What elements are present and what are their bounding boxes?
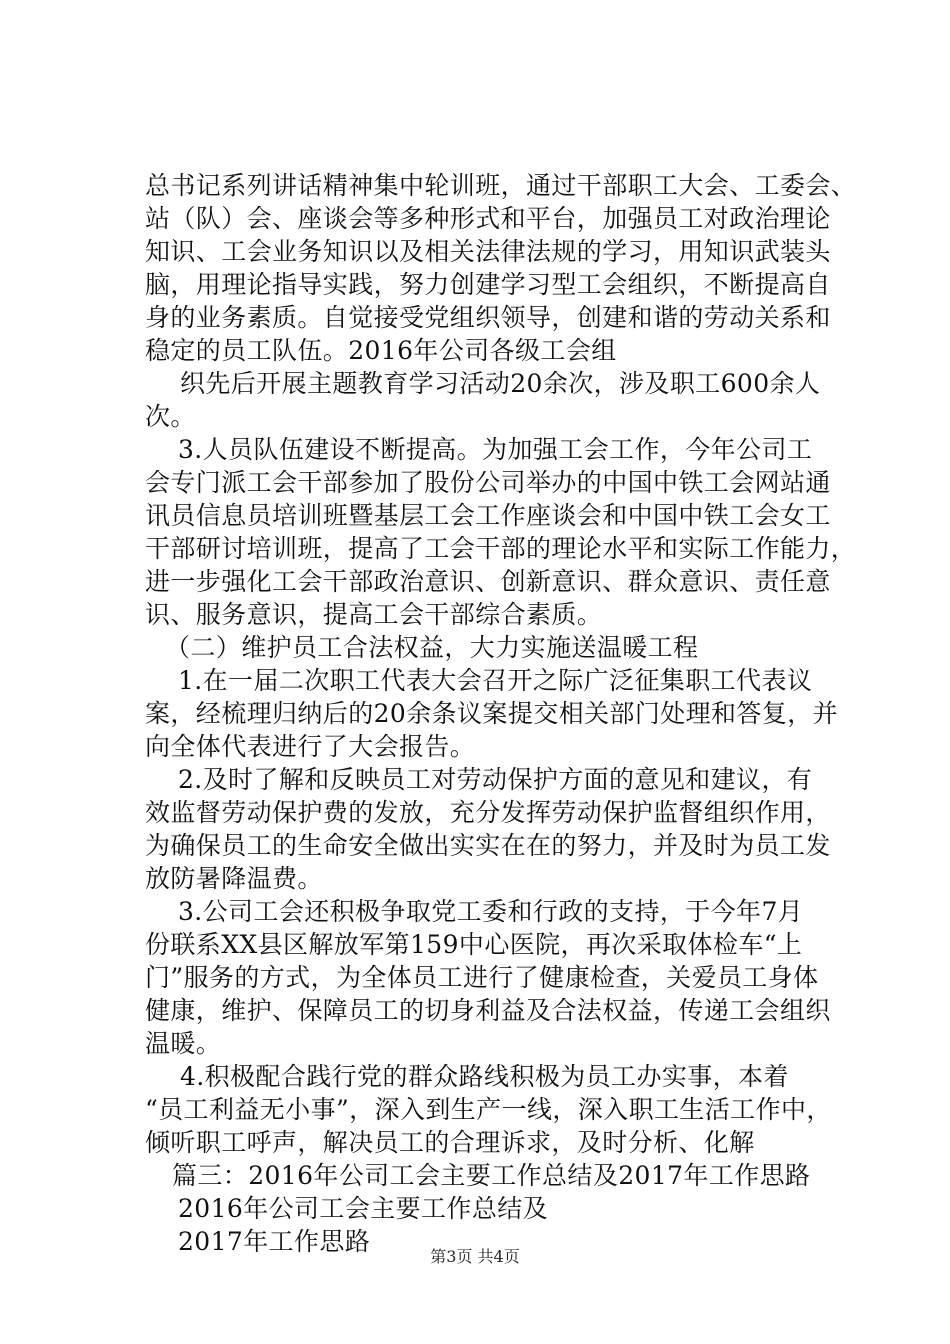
body-line: “员工利益无小事”，深入到生产一线，深入职工生活工作中， xyxy=(145,1095,832,1124)
body-line: 站（队）会、座谈会等多种形式和平台，加强员工对政治理论 xyxy=(145,204,831,233)
body-line: 3.人员队伍建设不断提高。为加强工会工作，今年公司工 xyxy=(178,435,813,464)
body-line: 织先后开展主题教育学习活动20余次，涉及职工600余人 xyxy=(180,369,821,398)
body-line: 进一步强化工会干部政治意识、创新意识、群众意识、责任意 xyxy=(145,567,831,596)
body-line: 1.在一届二次职工代表大会召开之际广泛征集职工代表议 xyxy=(178,666,813,695)
body-line: 讯员信息员培训班暨基层工会工作座谈会和中国中铁工会女工 xyxy=(145,501,831,530)
chapter-heading: 篇三：2016年公司工会主要工作总结及2017年工作思路 xyxy=(172,1161,811,1190)
body-line: 效监督劳动保护费的发放，充分发挥劳动保护监督组织作用， xyxy=(145,798,831,827)
body-line: 知识、工会业务知识以及相关法律法规的学习，用知识武装头 xyxy=(145,237,831,266)
chapter-subtitle: 2017年工作思路 xyxy=(178,1227,371,1256)
body-line: 干部研讨培训班，提高了工会干部的理论水平和实际工作能力， xyxy=(145,534,857,563)
body-line: 案，经梳理归纳后的20余条议案提交相关部门处理和答复，并 xyxy=(145,699,839,728)
body-line: 4.积极配合践行党的群众路线积极为员工办实事，本着 xyxy=(180,1062,789,1091)
body-line: 放防暑降温费。 xyxy=(145,864,323,893)
body-line: 为确保员工的生命安全做出实实在在的努力，并及时为员工发 xyxy=(145,831,831,860)
body-line: 温暖。 xyxy=(145,1029,222,1058)
section-heading: （二）维护员工合法权益，大力实施送温暖工程 xyxy=(165,633,699,662)
body-line: 2.及时了解和反映员工对劳动保护方面的意见和建议，有 xyxy=(178,765,813,794)
body-line: 总书记系列讲话精神集中轮训班，通过干部职工大会、工委会、 xyxy=(145,171,857,200)
chapter-subtitle: 2016年公司工会主要工作总结及 xyxy=(178,1194,549,1223)
body-line: 3.公司工会还积极争取党工委和行政的支持，于今年7月 xyxy=(178,897,804,926)
body-line: 向全体代表进行了大会报告。 xyxy=(145,732,476,761)
body-line: 健康，维护、保障员工的切身利益及合法权益，传递工会组织 xyxy=(145,996,831,1025)
body-line: 会专门派工会干部参加了股份公司举办的中国中铁工会网站通 xyxy=(145,468,831,497)
body-line: 份联系XX县区解放军第159中心医院，再次采取体检车“上 xyxy=(145,930,803,959)
body-line: 倾听职工呼声，解决员工的合理诉求，及时分析、化解 xyxy=(145,1128,755,1157)
body-line: 身的业务素质。自觉接受党组织领导，创建和谐的劳动关系和 xyxy=(145,303,831,332)
body-line: 稳定的员工队伍。2016年公司各级工会组 xyxy=(145,336,617,365)
page-number-footer: 第3页 共4页 xyxy=(430,1247,520,1266)
body-line: 门”服务的方式，为全体员工进行了健康检查，关爱员工身体 xyxy=(145,963,819,992)
body-line: 识、服务意识，提高工会干部综合素质。 xyxy=(145,600,603,629)
body-line: 次。 xyxy=(145,402,196,431)
body-line: 脑，用理论指导实践，努力创建学习型工会组织，不断提高自 xyxy=(145,270,831,299)
